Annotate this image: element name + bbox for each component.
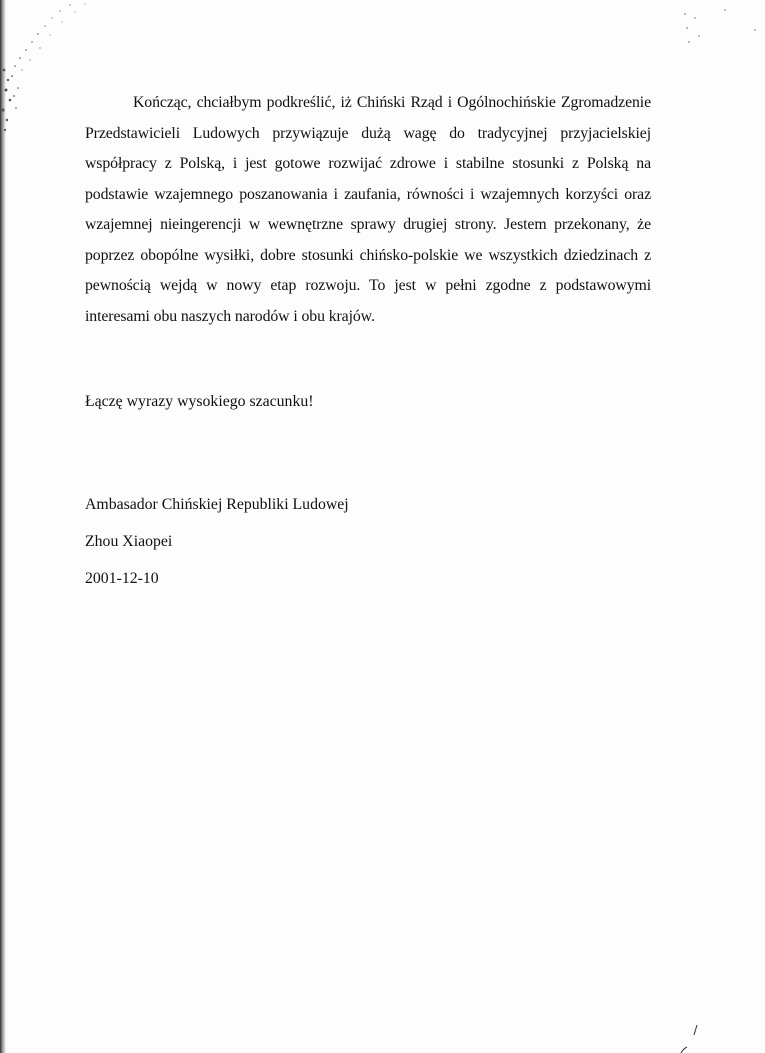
scan-marks-bottom-right <box>675 1013 725 1053</box>
letter-body-paragraph: Kończąc, chciałbym podkreślić, iż Chiński Rząd i Ogólnochińskie Zgromadzenie Przedstawicieli Ludowych przywiązuje dużą wagę do tradycyjnej przyjacielskiej współpracy z Polską, i jest gotowe rozwijać zdrowe i stabilne stosunki z Polską na podstawie wzajemnego poszanowania i zaufania, równości i wzajemnych korzyści oraz wzajemnej nieingerencji w wewnętrzne sprawy drugiej strony. Jestem przekonany, że poprzez obopólne wysiłki, dobre stosunki chińsko-polskie we wszystkich dziedzinach z pewnością wejdą w nowy etap rozwoju. To jest w pełni zgodne z podstawowymi interesami obu naszych narodów i obu krajów. <box>85 94 651 325</box>
signature-date: 2001-12-10 <box>85 570 159 587</box>
scan-noise-top-right <box>665 0 765 60</box>
signature-block <box>85 493 349 604</box>
closing-salutation: Łączę wyrazy wysokiego szacunku! <box>85 393 314 410</box>
scan-edge-shadow <box>0 0 6 1053</box>
signature-title: Ambasador Chińskiej Republiki Ludowej <box>85 496 349 513</box>
signature-name: Zhou Xiaopei <box>85 533 173 550</box>
